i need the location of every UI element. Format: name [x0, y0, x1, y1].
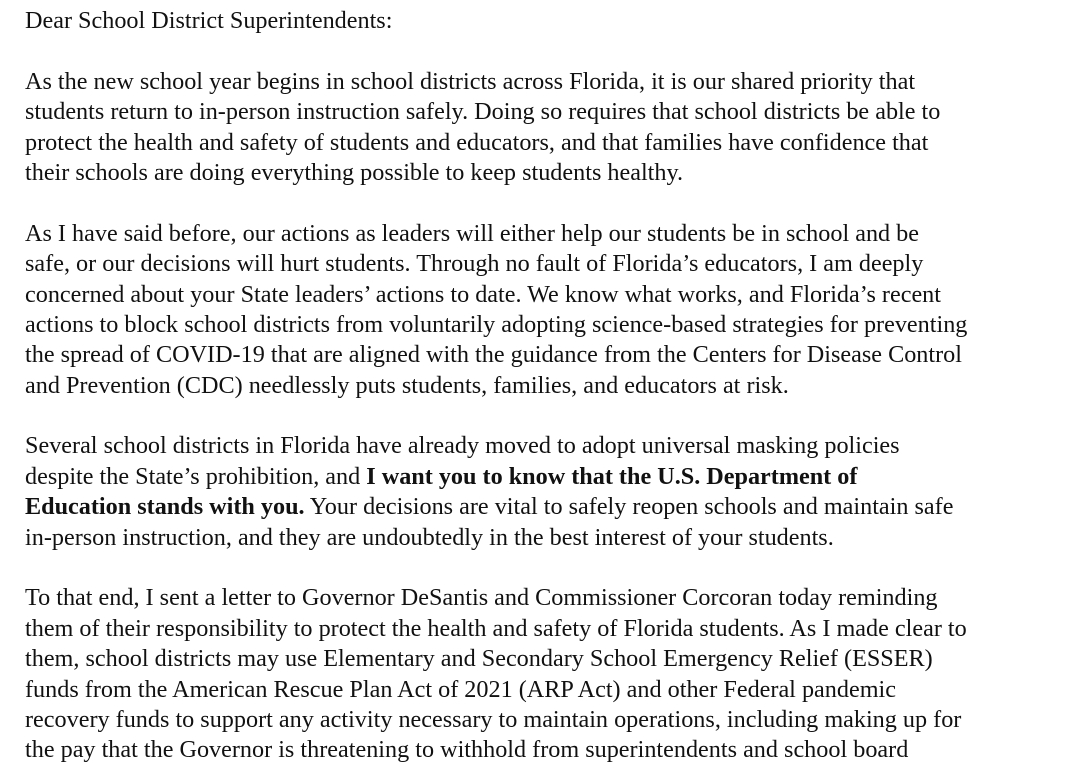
paragraph-line: recovery funds to support any activity necessary to maintain operations, including making up for [25, 705, 962, 733]
paragraph-line: Several school districts in Florida have already moved to adopt universal masking policies [25, 432, 900, 460]
paragraph-gap [25, 553, 1075, 583]
paragraph-text: despite the State’s prohibition, and [25, 462, 367, 490]
paragraph-line [25, 492, 1075, 522]
salutation: Dear School District Superintendents: [25, 7, 393, 34]
paragraph-1 [25, 67, 1075, 189]
paragraph-line: in-person instruction, and they are undoubtedly in the best interest of your students. [25, 523, 834, 551]
paragraph-line: and Prevention (CDC) needlessly puts students, families, and educators at risk. [25, 371, 789, 399]
paragraph-2 [25, 219, 1075, 401]
paragraph-gap [25, 401, 1075, 431]
paragraph-line: the pay that the Governor is threatening to withhold from superintendents and school board [25, 736, 909, 764]
paragraph-4 [25, 583, 1075, 765]
emphasis-text: I want you to know that the U.S. Department of [366, 462, 858, 490]
paragraph-line: their schools are doing everything possible to keep students healthy. [25, 158, 684, 186]
paragraph-line: students return to in-person instruction safely. Doing so requires that school districts be able to [25, 98, 941, 126]
paragraph-line: To that end, I sent a letter to Governor DeSantis and Commissioner Corcoran today reminding [25, 584, 938, 612]
letter-body [25, 0, 1075, 766]
emphasis-text: Education stands with you. [25, 493, 305, 521]
paragraph-line: the spread of COVID-19 that are aligned with the guidance from the Centers for Disease Control [25, 341, 962, 369]
paragraph-line: actions to block school districts from voluntarily adopting science-based strategies for preventing [25, 310, 968, 338]
paragraph-gap [25, 36, 1075, 66]
paragraph-line: As the new school year begins in school districts across Florida, it is our shared priority that [25, 67, 916, 95]
paragraph-3 [25, 431, 1075, 553]
paragraph-line: them, school districts may use Elementary and Secondary School Emergency Relief (ESSER) [25, 645, 933, 673]
paragraph-line [25, 462, 1075, 492]
paragraph-line: them of their responsibility to protect the health and safety of Florida students. As I made clear to [25, 614, 967, 642]
paragraph-line: funds from the American Rescue Plan Act of 2021 (ARP Act) and other Federal pandemic [25, 675, 896, 703]
paragraph-line: concerned about your State leaders’ actions to date. We know what works, and Florida’s recent [25, 280, 941, 308]
paragraph-line: protect the health and safety of students and educators, and that families have confidence that [25, 128, 929, 156]
paragraph-text: Your decisions are vital to safely reopen schools and maintain safe [304, 493, 954, 521]
paragraph-line: safe, or our decisions will hurt students. Through no fault of Florida’s educators, I am deeply [25, 250, 924, 278]
paragraph-line: As I have said before, our actions as leaders will either help our students be in school and be [25, 219, 920, 247]
paragraph-gap [25, 188, 1075, 218]
